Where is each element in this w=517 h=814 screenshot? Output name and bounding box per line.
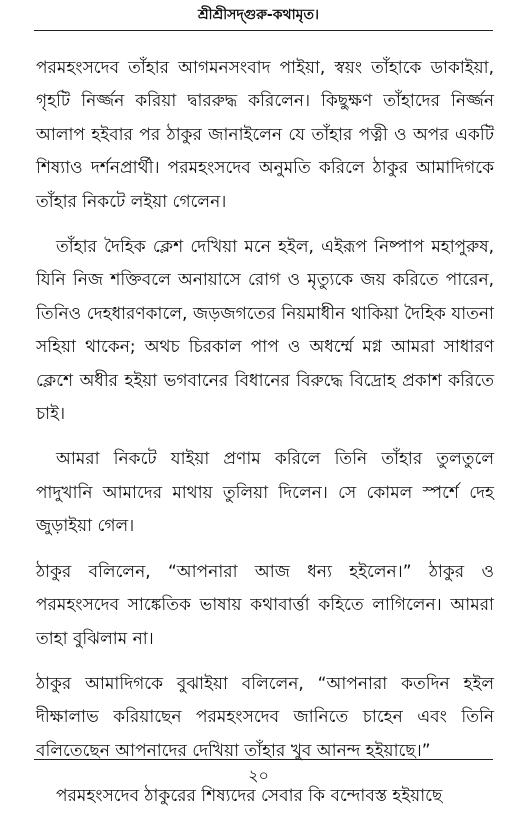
page-number: ২০	[248, 766, 269, 785]
paragraph-4: ঠাকুর বলিলেন, “আপনারা আজ ধন্য হইলেন।” ঠাকুর ও পরমহংসদেব সাঙ্কেতিক ভাষায় কথাবার্ত্তা কহিতে লাগিলেন। আমরা তাহা বুঝিলাম না।	[36, 561, 494, 649]
paragraph-1: পরমহংসদেব তাঁহার আগমনসংবাদ পাইয়া, স্বয়ং তাঁহাকে ডাকাইয়া, গৃহটি নির্জ্জন করিয়া দ্বাররুদ্ধ করিলেন। কিছুক্ষণ তাঁহাদের নির্জ্জন আলাপ হইবার পর ঠাকুর জানাইলেন যে তাঁহার পত্নী ও অপর একটি শিষ্যাও দর্শনপ্রার্থী। পরমহংসদেব অনুমতি করিলে ঠাকুর আমাদিগকে তাঁহার নিকটে লইয়া গেলেন।	[36, 58, 494, 212]
paragraph-6: পরমহংসদেব ঠাকুরের শিষ্যদের সেবার কি বন্দোবস্ত হইয়াছে	[56, 786, 443, 807]
page-body	[36, 52, 494, 814]
paragraph-2: তাঁহার দৈহিক ক্লেশ দেখিয়া মনে হইল, এইরূপ নিষ্পাপ মহাপুরুষ, যিনি নিজ শক্তিবলে অনায়াসে রোগ ও মৃত্যুকে জয় করিতে পারেন, তিনিও দেহধারণকালে, জড়জগতের নিয়মাধীন থাকিয়া দৈহিক যাতনা সহিয়া থাকেন; অথচ চিরকাল পাপ ও অধর্ম্মে মগ্ন আমরা সাধারণ ক্লেশে অধীর হইয়া ভগবানের বিধানের বিরুদ্ধে বিদ্রোহ প্রকাশ করিতে চাই।	[36, 237, 494, 425]
paragraph-5: ঠাকুর আমাদিগকে বুঝাইয়া বলিলেন, “আপনারা কতদিন হইল দীক্ষালাভ করিয়াছেন পরমহংসদেব জানিতে চাহেন এবং তিনি বলিতেছেন আপনাদের দেখিয়া তাঁহার খুব আনন্দ হইয়াছে।”	[36, 673, 494, 761]
footer-rule	[34, 759, 493, 760]
header-rule	[34, 30, 493, 31]
running-header-title: শ্রীশ্রীসদ্‌গুরু-কথামৃত।	[198, 7, 319, 23]
paragraph-3: আমরা নিকটে যাইয়া প্রণাম করিলে তিনি তাঁহার তুলতুলে পাদুখানি আমাদের মাথায় তুলিয়া দিলেন। সে কোমল স্পর্শে দেহ জুড়াইয়া গেল।	[36, 449, 494, 537]
